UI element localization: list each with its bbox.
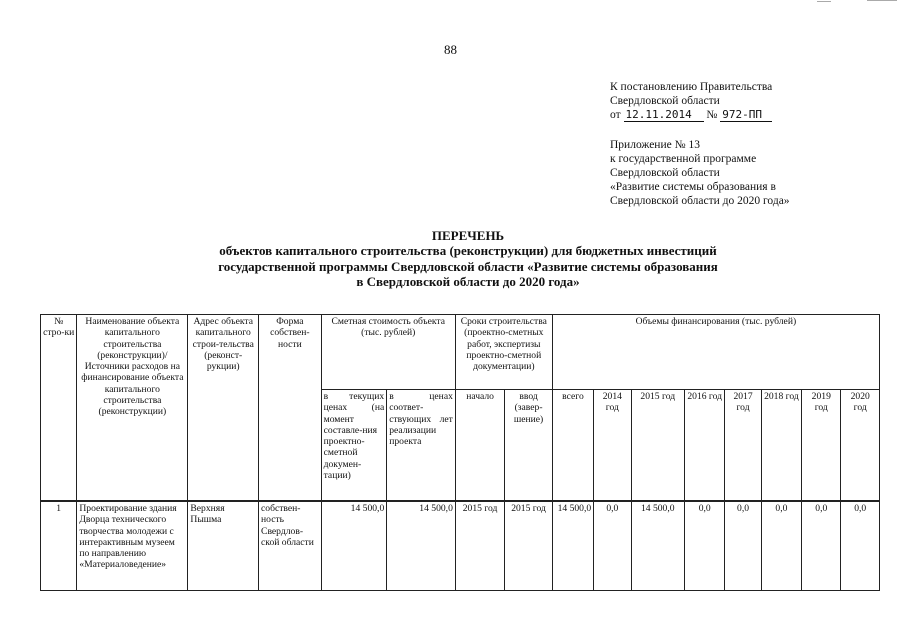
row-start: 2015 год <box>455 501 504 591</box>
header-ownership: Форма собствен-ности <box>259 315 322 502</box>
row-year-2014: 0,0 <box>594 501 631 591</box>
decree-line-1: К постановлению Правительства <box>610 81 773 93</box>
row-year-2015: 14 500,0 <box>631 501 685 591</box>
annex-line-4: «Развитие системы образования в <box>610 181 776 193</box>
table-row <box>41 501 880 591</box>
header-year-2015: 2015 год <box>631 390 685 502</box>
annex-reference <box>610 138 790 208</box>
header-commission: ввод (завер-шение) <box>505 390 552 502</box>
header-cost-current: в текущих ценах (на момент составле-ния проектно-сметной докумен-тации) <box>321 390 387 502</box>
decree-line-2: Свердловской области <box>610 95 720 107</box>
header-year-2020: 2020 год <box>841 390 880 502</box>
page-number: 88 <box>444 42 457 57</box>
header-name: Наименование объекта капитального строительства (реконструкции)/ Источники расходов на финансирование объекта капитального строительства (реконструкции) <box>77 315 188 502</box>
row-year-2016: 0,0 <box>685 501 725 591</box>
row-year-2017: 0,0 <box>725 501 761 591</box>
header-total: всего <box>552 390 593 502</box>
decree-number-label: № <box>706 109 718 121</box>
header-year-2017: 2017 год <box>725 390 761 502</box>
decree-number: 972-ПП <box>720 109 772 122</box>
annex-line-2: к государственной программе <box>610 153 757 165</box>
header-year-2019: 2019 год <box>802 390 841 502</box>
decree-date: 12.11.2014 <box>624 109 704 122</box>
row-year-2020: 0,0 <box>841 501 880 591</box>
title-main: ПЕРЕЧЕНЬ <box>431 228 505 243</box>
header-start: начало <box>455 390 504 502</box>
header-year-2016: 2016 год <box>685 390 725 502</box>
header-year-2014: 2014 год <box>594 390 631 502</box>
header-address: Адрес объекта капитального строи-тельства (реконст-рукции) <box>188 315 259 502</box>
row-no: 1 <box>41 501 77 591</box>
header-estimated-cost: Сметная стоимость объекта (тыс. рублей) <box>321 315 455 390</box>
annex-line-3: Свердловской области <box>610 167 720 179</box>
decree-date-line <box>610 108 772 122</box>
decree-from-label: от <box>610 109 621 121</box>
row-year-2019: 0,0 <box>802 501 841 591</box>
row-cost-corresponding: 14 500,0 <box>387 501 456 591</box>
row-ownership: собствен-ность Свердлов-ской области <box>259 501 322 591</box>
header-cost-corresponding: в ценах соответ-ствующих лет реализации проекта <box>387 390 456 502</box>
header-terms: Сроки строительства (проектно-сметных работ, экспертизы проектно-сметной документации) <box>455 315 552 390</box>
scan-artifact <box>817 0 897 4</box>
row-address: Верхняя Пышма <box>188 501 259 591</box>
row-total: 14 500,0 <box>552 501 593 591</box>
title-line-2: государственной программы Свердловской области «Развитие системы образования <box>218 258 718 274</box>
header-year-2018: 2018 год <box>761 390 801 502</box>
annex-line-5: Свердловской области до 2020 года» <box>610 195 790 207</box>
decree-reference <box>610 80 772 122</box>
row-year-2018: 0,0 <box>761 501 801 591</box>
investment-table <box>40 314 880 591</box>
title-line-1: объектов капитального строительства (реконструкции) для бюджетных инвестиций <box>219 243 717 258</box>
header-row-no: № стро-ки <box>41 315 77 502</box>
title-line-3: в Свердловской области до 2020 года» <box>356 274 580 289</box>
header-financing: Объемы финансирования (тыс. рублей) <box>552 315 879 390</box>
annex-line-1: Приложение № 13 <box>610 139 700 151</box>
row-commission: 2015 год <box>505 501 552 591</box>
table-header-row-1 <box>41 315 880 390</box>
document-title <box>120 228 816 290</box>
row-name: Проектирование здания Дворца технического творчества молодежи с интерактивным музеем по направлению «Материаловедение» <box>77 501 188 591</box>
row-cost-current: 14 500,0 <box>321 501 387 591</box>
